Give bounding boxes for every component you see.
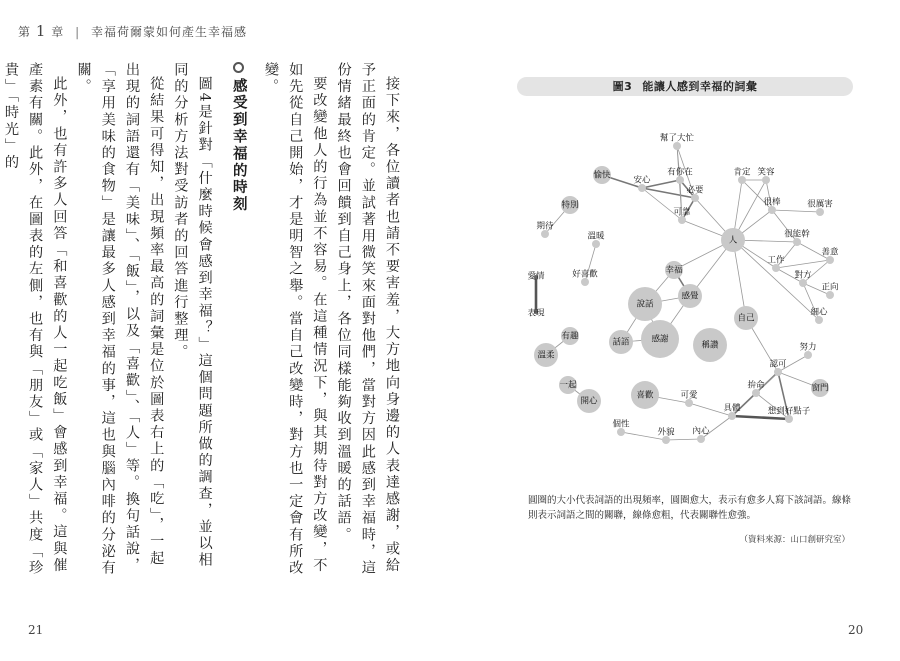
node-label-shigoto: 工作 bbox=[767, 255, 785, 266]
node-kawaii bbox=[680, 390, 698, 408]
node-label-jibun: 自己 bbox=[737, 313, 755, 324]
node-label-sugoi: 很棒 bbox=[763, 197, 781, 208]
node-label-anshin: 安心 bbox=[633, 175, 651, 186]
chapter-title: 幸福荷爾蒙如何產生幸福感 bbox=[90, 25, 247, 39]
node-label-hito: 人 bbox=[728, 235, 738, 246]
node-label-hyougen: 表現 bbox=[527, 308, 545, 319]
node-shouhou bbox=[693, 328, 727, 362]
node-kokoro bbox=[577, 389, 601, 413]
edge-sugoi-sugoiI bbox=[772, 210, 820, 212]
figure-caption: 圓圈的大小代表詞語的出現頻率，圓圈愈大，表示有愈多人寫下該詞語。線條則表示詞語之間的關聯，線條愈粗，代表關聯性愈強。 bbox=[528, 495, 852, 521]
node-label-saishin: 細心 bbox=[810, 307, 828, 318]
node-label-kanjiru: 感覺 bbox=[681, 291, 699, 302]
node-sugoiI bbox=[807, 199, 833, 217]
node-hitsuyou bbox=[686, 185, 704, 203]
paragraph: 此外，也有許多人回答「和喜歡的人一起吃飯」會感到幸福。這與催產素有關。此外，在圖表的左側，也有與「朋友」或「家人」共度「珍貴」「時光」的 bbox=[2, 62, 68, 577]
node-label-kokoro: 開心 bbox=[580, 396, 598, 407]
node-aite bbox=[794, 270, 812, 288]
node-kitai bbox=[536, 221, 554, 239]
node-label-kofuku: 幸福 bbox=[665, 265, 683, 276]
separator: | bbox=[75, 25, 81, 39]
node-label-gaiken: 外貌 bbox=[657, 427, 675, 438]
node-label-ganbaru: 拚命 bbox=[747, 380, 765, 391]
section-heading-text: 感受到幸福的時刻 bbox=[230, 78, 247, 214]
node-label-maemuki: 正向 bbox=[821, 282, 839, 293]
node-doryoku bbox=[799, 342, 816, 360]
node-suki2 bbox=[631, 381, 659, 409]
chapter-suffix: 章 bbox=[51, 25, 65, 39]
node-ureshii bbox=[587, 231, 605, 249]
node-label-kanou: 可靠 bbox=[673, 207, 691, 218]
node-label-kawaii: 可愛 bbox=[680, 390, 698, 401]
node-yukai bbox=[593, 166, 611, 184]
node-yasashii bbox=[534, 343, 558, 367]
node-mitomeru bbox=[769, 360, 787, 377]
chapter-prefix: 第 bbox=[18, 25, 32, 39]
node-label-kansha2: 笑容 bbox=[757, 167, 775, 178]
node-kofuku bbox=[665, 261, 683, 279]
node-kansha2 bbox=[757, 167, 775, 185]
node-label-suki2: 喜歡 bbox=[636, 390, 654, 401]
node-label-hitsuyou: 必要 bbox=[686, 185, 704, 196]
node-maemuki bbox=[821, 282, 839, 300]
paragraph: 圖4是針對「什麼時候會感到幸福？」這個問題所做的調查，並以相同的分析方法對受訪者的回答進行整理。 bbox=[172, 62, 213, 570]
node-label-teshigatakaranai: 幫了大忙 bbox=[659, 133, 695, 144]
figure-title-text: 能讓人感到幸福的詞彙 bbox=[642, 80, 758, 93]
node-kotei bbox=[733, 167, 751, 185]
node-naimen bbox=[692, 426, 710, 444]
node-label-yuuki: 有趣 bbox=[561, 331, 579, 342]
node-label-nouryoku: 很能幹 bbox=[784, 229, 810, 240]
node-issho bbox=[559, 376, 577, 394]
node-sugoi bbox=[763, 197, 781, 215]
node-label-yukai: 愉快 bbox=[593, 170, 611, 181]
node-label-aite: 對方 bbox=[794, 270, 812, 281]
nodes-layer bbox=[527, 133, 839, 445]
node-ganbaru bbox=[747, 380, 765, 398]
node-label-naimen: 內心 bbox=[692, 426, 710, 437]
node-label-kansha: 感謝 bbox=[651, 334, 669, 345]
figure-label: 圖3 bbox=[612, 80, 633, 93]
node-nouryoku bbox=[784, 229, 810, 247]
node-label-kotei: 肯定 bbox=[733, 167, 751, 178]
paragraph: 接下來，各位讀者也請不要害羞，大方地向身邊的人表達感謝，或給予正面的肯定。並試著用微笑來面對他們，當對方因此感到幸福時，這份情緒最終也會回饋到自己身上，各位同樣能夠收到溫暖的話語。 bbox=[335, 62, 400, 577]
node-label-kaitou: 窗門 bbox=[811, 383, 829, 394]
node-kaitou bbox=[811, 379, 829, 397]
node-hanashi bbox=[628, 287, 662, 321]
node-shigoto bbox=[767, 255, 785, 273]
node-kanjiru bbox=[678, 284, 702, 308]
node-label-arigatou: 有你在 bbox=[667, 167, 693, 178]
page-number-right: 20 bbox=[848, 623, 864, 637]
node-label-mitomeru: 認可 bbox=[769, 359, 787, 370]
node-label-kosei: 個性 bbox=[612, 419, 630, 430]
chapter-number: 1 bbox=[35, 22, 47, 40]
node-aijou bbox=[527, 271, 545, 282]
node-tokubetsu bbox=[561, 196, 579, 214]
node-saishin bbox=[810, 307, 828, 325]
edge-gaiken-naimen bbox=[666, 439, 701, 440]
node-label-suki: 好喜歡 bbox=[572, 269, 598, 280]
node-label-doryoku: 努力 bbox=[799, 342, 817, 353]
node-label-zeni: 善意 bbox=[821, 247, 839, 258]
node-kotoba bbox=[609, 330, 633, 354]
node-jibun bbox=[734, 306, 758, 330]
node-label-kotoba: 話語 bbox=[612, 337, 630, 348]
node-label-shouhou: 稱讚 bbox=[701, 340, 719, 351]
node-zeni bbox=[821, 247, 839, 265]
node-yoitokoro bbox=[768, 406, 811, 424]
node-label-yasashii: 溫柔 bbox=[537, 350, 555, 361]
node-label-sugoiI: 很厲害 bbox=[807, 199, 833, 210]
figure-source: （資料來源：山口創研究室） bbox=[739, 535, 850, 545]
node-label-hanashi: 說話 bbox=[636, 299, 654, 310]
node-label-aijou: 愛情 bbox=[527, 271, 545, 282]
node-yuuki bbox=[561, 327, 579, 345]
paragraph: 要改變他人的行為並不容易。在這種情況下，與其期待對方改變，不如先從自己開始，才是明智之舉。當自己改變時，對方也一定會有所改變。 bbox=[262, 62, 328, 577]
node-hito bbox=[721, 228, 745, 252]
node-label-gutaiteki: 具體 bbox=[723, 403, 741, 414]
node-kansha bbox=[641, 320, 679, 358]
node-hyougen bbox=[527, 308, 545, 319]
paragraph: 從結果可得知，出現頻率最高的詞彙是位於圖表右上的「吃」，一起出現的詞語還有「美味」、「飯」，以及「喜歡」、「人」等。換句話說，「享用美味的食物」是讓最多人感到幸福的事，這也與腦內啡的分泌有關。 bbox=[75, 62, 165, 577]
node-label-tokubetsu: 特別 bbox=[561, 200, 579, 211]
node-label-issho: 一起 bbox=[559, 380, 577, 391]
node-teshigatakaranai bbox=[660, 133, 695, 151]
page-number-left: 21 bbox=[28, 623, 44, 637]
node-label-ureshii: 溫暖 bbox=[587, 231, 605, 242]
node-label-kitai: 期待 bbox=[536, 221, 554, 232]
node-label-yoitokoro: 想到好點子 bbox=[767, 406, 811, 417]
node-gaiken bbox=[657, 427, 675, 445]
node-kanou bbox=[673, 207, 691, 225]
node-suki bbox=[572, 269, 598, 287]
